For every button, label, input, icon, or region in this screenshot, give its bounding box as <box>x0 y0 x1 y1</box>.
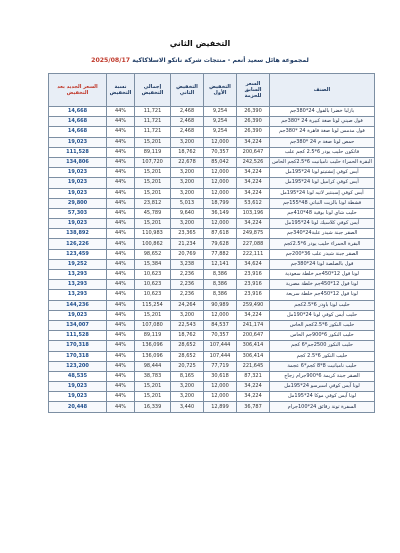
old-price-cell: 103,196 <box>237 208 270 218</box>
item-name-cell: لونا آيس كوفي موكا 24*195مل <box>270 392 375 402</box>
old-price-cell: 259,490 <box>237 300 270 310</box>
table-row <box>49 382 375 392</box>
total-discount-cell: 100,862 <box>135 239 171 249</box>
table-row <box>49 259 375 269</box>
second-discount-cell: 2,468 <box>171 127 204 137</box>
first-discount-cell: 85,042 <box>204 157 237 167</box>
item-name-cell: حليب النكور 6*900جم الحاس <box>270 331 375 341</box>
first-discount-cell: 9,254 <box>204 117 237 127</box>
discount-rate-cell: 44% <box>107 249 135 259</box>
item-name-cell: لونا فول 12*450جم خلطة سعودية <box>270 270 375 280</box>
second-discount-cell: 2,236 <box>171 280 204 290</box>
table-row <box>49 341 375 351</box>
first-discount-cell: 8,386 <box>204 280 237 290</box>
old-price-cell: 34,624 <box>237 259 270 269</box>
table-row <box>49 198 375 208</box>
item-name-cell: حليب النكور 6*2.5كجم الحاس <box>270 320 375 330</box>
second-discount-cell: 2,236 <box>171 270 204 280</box>
table-row <box>49 168 375 178</box>
discount-rate-cell: 44% <box>107 208 135 218</box>
item-name-cell: حليب شاي لونا بوقية 48*410جم <box>270 208 375 218</box>
new-price-cell: 138,892 <box>49 229 107 239</box>
total-discount-cell: 15,201 <box>135 219 171 229</box>
table-body <box>49 107 375 413</box>
col-header-old-price: السعر السابق للحزمة <box>237 74 270 107</box>
total-discount-cell: 98,444 <box>135 361 171 371</box>
first-discount-cell: 12,000 <box>204 137 237 147</box>
discount-rate-cell: 44% <box>107 310 135 320</box>
total-discount-cell: 38,783 <box>135 371 171 381</box>
item-name-cell: فول مدمس لونا صغة قاهرة 24 *380جم <box>270 127 375 137</box>
table-row <box>49 371 375 381</box>
discount-rate-cell: 44% <box>107 351 135 361</box>
table-row <box>49 229 375 239</box>
total-discount-cell: 45,789 <box>135 208 171 218</box>
item-name-cell: أيس كوفي كراميل لونا 24*195مل <box>270 178 375 188</box>
second-discount-cell: 9,640 <box>171 208 204 218</box>
first-discount-cell: 70,357 <box>204 147 237 157</box>
item-name-cell: لونا فول 12*450جم خلطة سريعة <box>270 290 375 300</box>
discount-rate-cell: 44% <box>107 127 135 137</box>
col-header-discount-rate: نسبة التخفيض <box>107 74 135 107</box>
second-discount-cell: 8,165 <box>171 371 204 381</box>
new-price-cell: 111,528 <box>49 147 107 157</box>
second-discount-cell: 3,200 <box>171 188 204 198</box>
col-header-first-discount: التخفيض الأول <box>204 74 237 107</box>
second-discount-cell: 3,440 <box>171 402 204 412</box>
first-discount-cell: 87,618 <box>204 229 237 239</box>
total-discount-cell: 136,096 <box>135 351 171 361</box>
first-discount-cell: 90,989 <box>204 300 237 310</box>
second-discount-cell: 21,234 <box>171 239 204 249</box>
total-discount-cell: 16,339 <box>135 402 171 412</box>
discount-rate-cell: 44% <box>107 147 135 157</box>
second-discount-cell: 5,013 <box>171 198 204 208</box>
discount-rate-cell: 44% <box>107 341 135 351</box>
second-discount-cell: 22,678 <box>171 157 204 167</box>
table-header-row <box>49 74 375 107</box>
table-row <box>49 249 375 259</box>
old-price-cell: 34,224 <box>237 137 270 147</box>
new-price-cell: 19,023 <box>49 310 107 320</box>
total-discount-cell: 11,721 <box>135 117 171 127</box>
second-discount-cell: 18,762 <box>171 331 204 341</box>
new-price-cell: 20,448 <box>49 402 107 412</box>
second-discount-cell: 22,543 <box>171 320 204 330</box>
item-name-cell: السفرة تونة رقائق 24*100جرام <box>270 402 375 412</box>
total-discount-cell: 15,201 <box>135 188 171 198</box>
discount-rate-cell: 44% <box>107 300 135 310</box>
discount-rate-cell: 44% <box>107 270 135 280</box>
table-row <box>49 270 375 280</box>
new-price-cell: 134,806 <box>49 157 107 167</box>
second-discount-cell: 20,725 <box>171 361 204 371</box>
table-row <box>49 127 375 137</box>
first-discount-cell: 12,000 <box>204 382 237 392</box>
old-price-cell: 34,224 <box>237 382 270 392</box>
old-price-cell: 34,224 <box>237 392 270 402</box>
old-price-cell: 306,414 <box>237 341 270 351</box>
total-discount-cell: 107,720 <box>135 157 171 167</box>
old-price-cell: 222,111 <box>237 249 270 259</box>
total-discount-cell: 15,201 <box>135 392 171 402</box>
page-subtitle <box>0 57 400 64</box>
new-price-cell: 19,252 <box>49 259 107 269</box>
table-row <box>49 219 375 229</box>
discount-rate-cell: 44% <box>107 392 135 402</box>
old-price-cell: 241,174 <box>237 320 270 330</box>
total-discount-cell: 10,623 <box>135 270 171 280</box>
discount-rate-cell: 44% <box>107 188 135 198</box>
discount-rate-cell: 44% <box>107 290 135 300</box>
total-discount-cell: 98,652 <box>135 249 171 259</box>
old-price-cell: 34,224 <box>237 178 270 188</box>
old-price-cell: 200,647 <box>237 147 270 157</box>
table-row <box>49 178 375 188</box>
page-title: التخفيض الثاني <box>169 39 231 48</box>
total-discount-cell: 136,096 <box>135 341 171 351</box>
old-price-cell: 26,390 <box>237 107 270 117</box>
new-price-cell: 19,023 <box>49 137 107 147</box>
new-price-cell: 13,293 <box>49 270 107 280</box>
old-price-cell: 200,647 <box>237 331 270 341</box>
total-discount-cell: 110,983 <box>135 229 171 239</box>
first-discount-cell: 77,882 <box>204 249 237 259</box>
new-price-cell: 19,023 <box>49 219 107 229</box>
old-price-cell: 23,916 <box>237 270 270 280</box>
first-discount-cell: 12,000 <box>204 310 237 320</box>
old-price-cell: 34,224 <box>237 188 270 198</box>
first-discount-cell: 9,254 <box>204 127 237 137</box>
discount-rate-cell: 44% <box>107 280 135 290</box>
first-discount-cell: 36,149 <box>204 208 237 218</box>
old-price-cell: 249,875 <box>237 229 270 239</box>
second-discount-cell: 18,762 <box>171 147 204 157</box>
first-discount-cell: 107,444 <box>204 351 237 361</box>
discount-rate-cell: 44% <box>107 239 135 249</box>
table-row <box>49 208 375 218</box>
second-discount-cell: 28,652 <box>171 341 204 351</box>
col-header-total-discount: إجمالي التخفيض <box>135 74 171 107</box>
second-discount-cell: 3,200 <box>171 219 204 229</box>
second-discount-cell: 23,365 <box>171 229 204 239</box>
new-price-cell: 126,226 <box>49 239 107 249</box>
old-price-cell: 34,224 <box>237 168 270 178</box>
first-discount-cell: 12,000 <box>204 219 237 229</box>
discount-rate-cell: 44% <box>107 198 135 208</box>
total-discount-cell: 10,623 <box>135 280 171 290</box>
item-name-cell: الصقر جبنة شيدر علب 36*200جم <box>270 249 375 259</box>
new-price-cell: 123,459 <box>49 249 107 259</box>
new-price-cell: 57,303 <box>49 208 107 218</box>
new-price-cell: 19,023 <box>49 392 107 402</box>
table-row <box>49 157 375 167</box>
old-price-cell: 34,224 <box>237 310 270 320</box>
old-price-cell: 53,612 <box>237 198 270 208</box>
new-price-cell: 19,023 <box>49 382 107 392</box>
total-discount-cell: 23,812 <box>135 198 171 208</box>
new-price-cell: 19,023 <box>49 168 107 178</box>
item-name-cell: حمص لونا صغة م 24 *380جم <box>270 137 375 147</box>
item-name-cell: حليب النكور 2500جم*6 كجم <box>270 341 375 351</box>
col-header-item: الصنف <box>270 74 375 107</box>
discount-rate-cell: 44% <box>107 371 135 381</box>
discount-rate-cell: 44% <box>107 168 135 178</box>
total-discount-cell: 89,119 <box>135 331 171 341</box>
new-price-cell: 14,668 <box>49 127 107 137</box>
second-discount-cell: 3,200 <box>171 168 204 178</box>
first-discount-cell: 8,386 <box>204 290 237 300</box>
discount-rate-cell: 44% <box>107 361 135 371</box>
item-name-cell: الصقر جبنة شيدر علبة24*340جم <box>270 229 375 239</box>
second-discount-cell: 3,200 <box>171 178 204 188</box>
new-price-cell: 13,293 <box>49 280 107 290</box>
table-row <box>49 137 375 147</box>
table-row <box>49 147 375 157</box>
second-discount-cell: 3,200 <box>171 310 204 320</box>
discount-rate-cell: 44% <box>107 117 135 127</box>
item-name-cell: حليب ناميانيت 8*8 كجم*6 عجمة <box>270 361 375 371</box>
item-name-cell: البقرة الحمراء حليب يودر 6*2.5كجم <box>270 239 375 249</box>
discount-rate-cell: 44% <box>107 178 135 188</box>
new-price-cell: 170,318 <box>49 341 107 351</box>
total-discount-cell: 15,201 <box>135 178 171 188</box>
new-price-cell: 14,668 <box>49 117 107 127</box>
discount-rate-cell: 44% <box>107 137 135 147</box>
old-price-cell: 26,390 <box>237 127 270 137</box>
second-discount-cell: 20,769 <box>171 249 204 259</box>
table-row <box>49 188 375 198</box>
old-price-cell: 34,224 <box>237 219 270 229</box>
item-name-cell: فول بالصلصة لونا 24*380جم <box>270 259 375 269</box>
discount-table <box>48 73 375 413</box>
new-price-cell: 134,007 <box>49 320 107 330</box>
old-price-cell: 242,526 <box>237 157 270 167</box>
table-row <box>49 107 375 117</box>
first-discount-cell: 70,357 <box>204 331 237 341</box>
item-name-cell: فاتكون حليب يودر 6*2.5 كجم علب <box>270 147 375 157</box>
total-discount-cell: 11,721 <box>135 127 171 137</box>
second-discount-cell: 3,200 <box>171 382 204 392</box>
discount-rate-cell: 44% <box>107 402 135 412</box>
old-price-cell: 23,916 <box>237 280 270 290</box>
date-label: 2025/08/17 <box>91 57 131 64</box>
new-price-cell: 170,318 <box>49 351 107 361</box>
total-discount-cell: 15,201 <box>135 168 171 178</box>
item-name-cell: فشطة لونا بالزيت النباتي 48*155جم <box>270 198 375 208</box>
total-discount-cell: 115,254 <box>135 300 171 310</box>
first-discount-cell: 18,799 <box>204 198 237 208</box>
item-name-cell: فول صيني لونا صغة كبيرة 24 *380جم <box>270 117 375 127</box>
item-name-cell: حليب أيس كوفي لونا 24*190مل <box>270 310 375 320</box>
col-header-new-price: السعر الجديد بعد التخفيض <box>49 74 107 107</box>
total-discount-cell: 107,080 <box>135 320 171 330</box>
item-name-cell: أيس كوفي إسبنتير لاتيه لونا 24*195مل <box>270 188 375 198</box>
table-row <box>49 117 375 127</box>
table-row <box>49 331 375 341</box>
new-price-cell: 29,800 <box>49 198 107 208</box>
discount-rate-cell: 44% <box>107 107 135 117</box>
new-price-cell: 19,023 <box>49 178 107 188</box>
new-price-cell: 144,236 <box>49 300 107 310</box>
total-discount-cell: 15,384 <box>135 259 171 269</box>
first-discount-cell: 9,254 <box>204 107 237 117</box>
item-name-cell: بازلبا خضرا بالفول 24*380جم <box>270 107 375 117</box>
table-row <box>49 310 375 320</box>
table-row <box>49 290 375 300</box>
table-row <box>49 300 375 310</box>
item-name-cell: لونا آيس كوفي اسبرسو 24*195مل <box>270 382 375 392</box>
first-discount-cell: 12,000 <box>204 178 237 188</box>
discount-rate-cell: 44% <box>107 320 135 330</box>
item-name-cell: حليب النكور 6*2.5 كجم <box>270 351 375 361</box>
second-discount-cell: 3,200 <box>171 392 204 402</box>
first-discount-cell: 84,537 <box>204 320 237 330</box>
first-discount-cell: 77,719 <box>204 361 237 371</box>
first-discount-cell: 12,000 <box>204 168 237 178</box>
old-price-cell: 23,916 <box>237 290 270 300</box>
total-discount-cell: 10,623 <box>135 290 171 300</box>
old-price-cell: 221,645 <box>237 361 270 371</box>
discount-rate-cell: 44% <box>107 382 135 392</box>
item-name-cell: الصقر جبنة كريمة 6*900جرام زجاج <box>270 371 375 381</box>
first-discount-cell: 12,000 <box>204 188 237 198</box>
new-price-cell: 19,023 <box>49 188 107 198</box>
discount-rate-cell: 44% <box>107 229 135 239</box>
second-discount-cell: 24,264 <box>171 300 204 310</box>
discount-rate-cell: 44% <box>107 331 135 341</box>
discount-rate-cell: 44% <box>107 157 135 167</box>
table-row <box>49 280 375 290</box>
second-discount-cell: 28,652 <box>171 351 204 361</box>
table-row <box>49 239 375 249</box>
table-row <box>49 320 375 330</box>
new-price-cell: 14,668 <box>49 107 107 117</box>
first-discount-cell: 8,386 <box>204 270 237 280</box>
old-price-cell: 87,321 <box>237 371 270 381</box>
second-discount-cell: 2,468 <box>171 107 204 117</box>
first-discount-cell: 12,141 <box>204 259 237 269</box>
second-discount-cell: 2,468 <box>171 117 204 127</box>
total-discount-cell: 15,201 <box>135 137 171 147</box>
total-discount-cell: 15,201 <box>135 310 171 320</box>
item-name-cell: البقرة الحمراء حليب ناميانيت 6*2.5كجم الحاس <box>270 157 375 167</box>
item-name-cell: لونا فول 12*450جم خلطة مصرية <box>270 280 375 290</box>
table-row <box>49 361 375 371</box>
old-price-cell: 227,088 <box>237 239 270 249</box>
first-discount-cell: 30,618 <box>204 371 237 381</box>
item-name-cell: أيس كوفي كلاسيك لونا 24*195مل <box>270 219 375 229</box>
subtitle-text: لمجموعة هائل سعيد أنعم - منتجات شركة ناتكو الاسلاكاكية <box>132 57 309 64</box>
second-discount-cell: 2,236 <box>171 290 204 300</box>
discount-rate-cell: 44% <box>107 219 135 229</box>
col-header-second-discount: التخفيض الثاني <box>171 74 204 107</box>
first-discount-cell: 107,444 <box>204 341 237 351</box>
old-price-cell: 36,787 <box>237 402 270 412</box>
table-row <box>49 351 375 361</box>
first-discount-cell: 12,899 <box>204 402 237 412</box>
total-discount-cell: 11,721 <box>135 107 171 117</box>
first-discount-cell: 79,628 <box>204 239 237 249</box>
discount-rate-cell: 44% <box>107 259 135 269</box>
new-price-cell: 111,528 <box>49 331 107 341</box>
total-discount-cell: 15,201 <box>135 382 171 392</box>
new-price-cell: 13,293 <box>49 290 107 300</box>
total-discount-cell: 89,119 <box>135 147 171 157</box>
old-price-cell: 306,414 <box>237 351 270 361</box>
first-discount-cell: 12,000 <box>204 392 237 402</box>
item-name-cell: حليب لونا باودر 6*2.5كجم <box>270 300 375 310</box>
new-price-cell: 48,535 <box>49 371 107 381</box>
item-name-cell: أيس كوفي إنشتيتو لونا 24*195مل <box>270 168 375 178</box>
old-price-cell: 26,390 <box>237 117 270 127</box>
table-row <box>49 392 375 402</box>
second-discount-cell: 3,238 <box>171 259 204 269</box>
table-row <box>49 402 375 412</box>
second-discount-cell: 3,200 <box>171 137 204 147</box>
new-price-cell: 123,200 <box>49 361 107 371</box>
